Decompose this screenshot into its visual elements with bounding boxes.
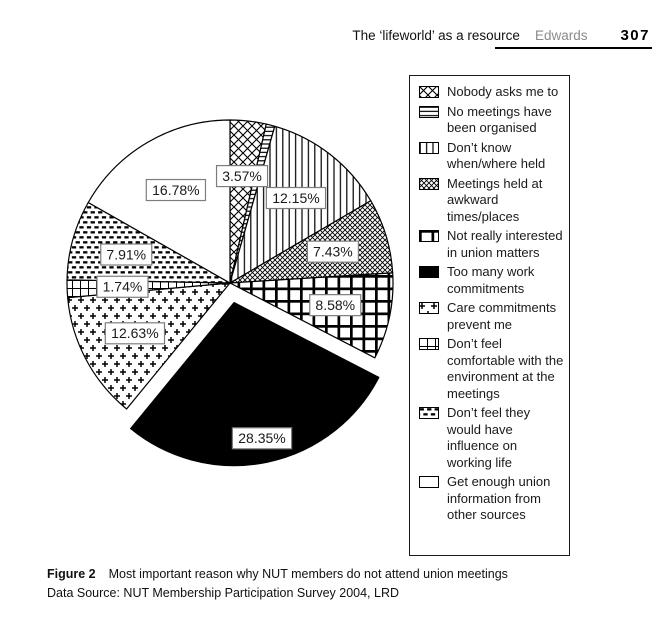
legend-item-label: Nobody asks me to: [447, 84, 559, 99]
legend-swatch-crosshatch-fine-icon: [419, 178, 439, 190]
legend-item: [419, 176, 565, 226]
legend-swatch-plus-signs-icon: [419, 302, 439, 314]
slice-label: [146, 180, 205, 201]
caption-line: [47, 565, 508, 584]
legend-swatch-white-icon: [419, 476, 439, 488]
svg-text:1.74%: 1.74%: [102, 278, 143, 295]
svg-text:16.78%: 16.78%: [152, 181, 200, 198]
page-number: 307: [620, 27, 650, 44]
slice-label: [101, 244, 152, 265]
legend-item-label: No meetings have been organised: [447, 103, 552, 135]
legend-item-label: Don’t know when/where held: [447, 139, 546, 171]
legend-item: [419, 140, 565, 173]
figure-title: Most important reason why NUT members do not attend union meetings: [108, 567, 508, 581]
running-head-title: The ‘lifeworld’ as a resource: [352, 28, 520, 43]
legend-item-label: Meetings held at awkward times/places: [447, 175, 543, 224]
legend-item: [419, 474, 565, 524]
data-source: Data Source: NUT Membership Participation Survey 2004, LRD: [47, 586, 400, 600]
svg-text:7.91%: 7.91%: [106, 246, 147, 263]
legend-item-label: Too many work commitments: [447, 264, 535, 296]
svg-text:7.43%: 7.43%: [313, 243, 353, 260]
legend-swatch-grid-fine-icon: [419, 338, 439, 350]
running-head-author: Edwards: [534, 28, 588, 43]
svg-text:12.15%: 12.15%: [272, 189, 320, 206]
svg-text:28.35%: 28.35%: [238, 430, 286, 447]
legend-item-label: Not really interested in union matters: [447, 228, 563, 260]
legend-item-label: Care commitments prevent me: [447, 300, 557, 332]
legend-swatch-grid-bold-icon: [419, 230, 439, 242]
svg-text:3.57%: 3.57%: [222, 167, 262, 184]
legend-item: [419, 264, 565, 297]
figure-caption: [47, 565, 508, 603]
legend-item: [419, 405, 565, 471]
legend-swatch-crosshatch-large-icon: [419, 86, 439, 98]
slice-label: [217, 166, 268, 187]
legend-swatch-solid-black-icon: [419, 266, 439, 278]
slice-label: [105, 323, 164, 344]
figure-label: Figure 2: [47, 567, 96, 581]
slice-label: [266, 188, 325, 209]
chart-legend: [409, 75, 570, 556]
legend-item: [419, 300, 565, 333]
legend-swatch-horizontal-lines-icon: [419, 106, 439, 118]
legend-item-label: Don’t feel they would have influence on working life: [447, 405, 531, 470]
slice-label: [310, 295, 361, 316]
legend-item: [419, 228, 565, 261]
legend-swatch-vertical-lines-icon: [419, 142, 439, 154]
slice-label: [307, 241, 358, 262]
slice-label: [97, 276, 148, 297]
legend-item: [419, 84, 565, 101]
legend-item-label: Don’t feel comfortable with the environment at the meetings: [447, 336, 564, 401]
legend-item-label: Get enough union information from other sources: [447, 474, 551, 522]
svg-text:8.58%: 8.58%: [315, 296, 356, 313]
svg-text:12.63%: 12.63%: [111, 325, 159, 342]
slice-label: [232, 428, 291, 449]
legend-item: [419, 336, 565, 402]
legend-swatch-dashes-icon: [419, 407, 439, 419]
legend-item: [419, 104, 565, 137]
